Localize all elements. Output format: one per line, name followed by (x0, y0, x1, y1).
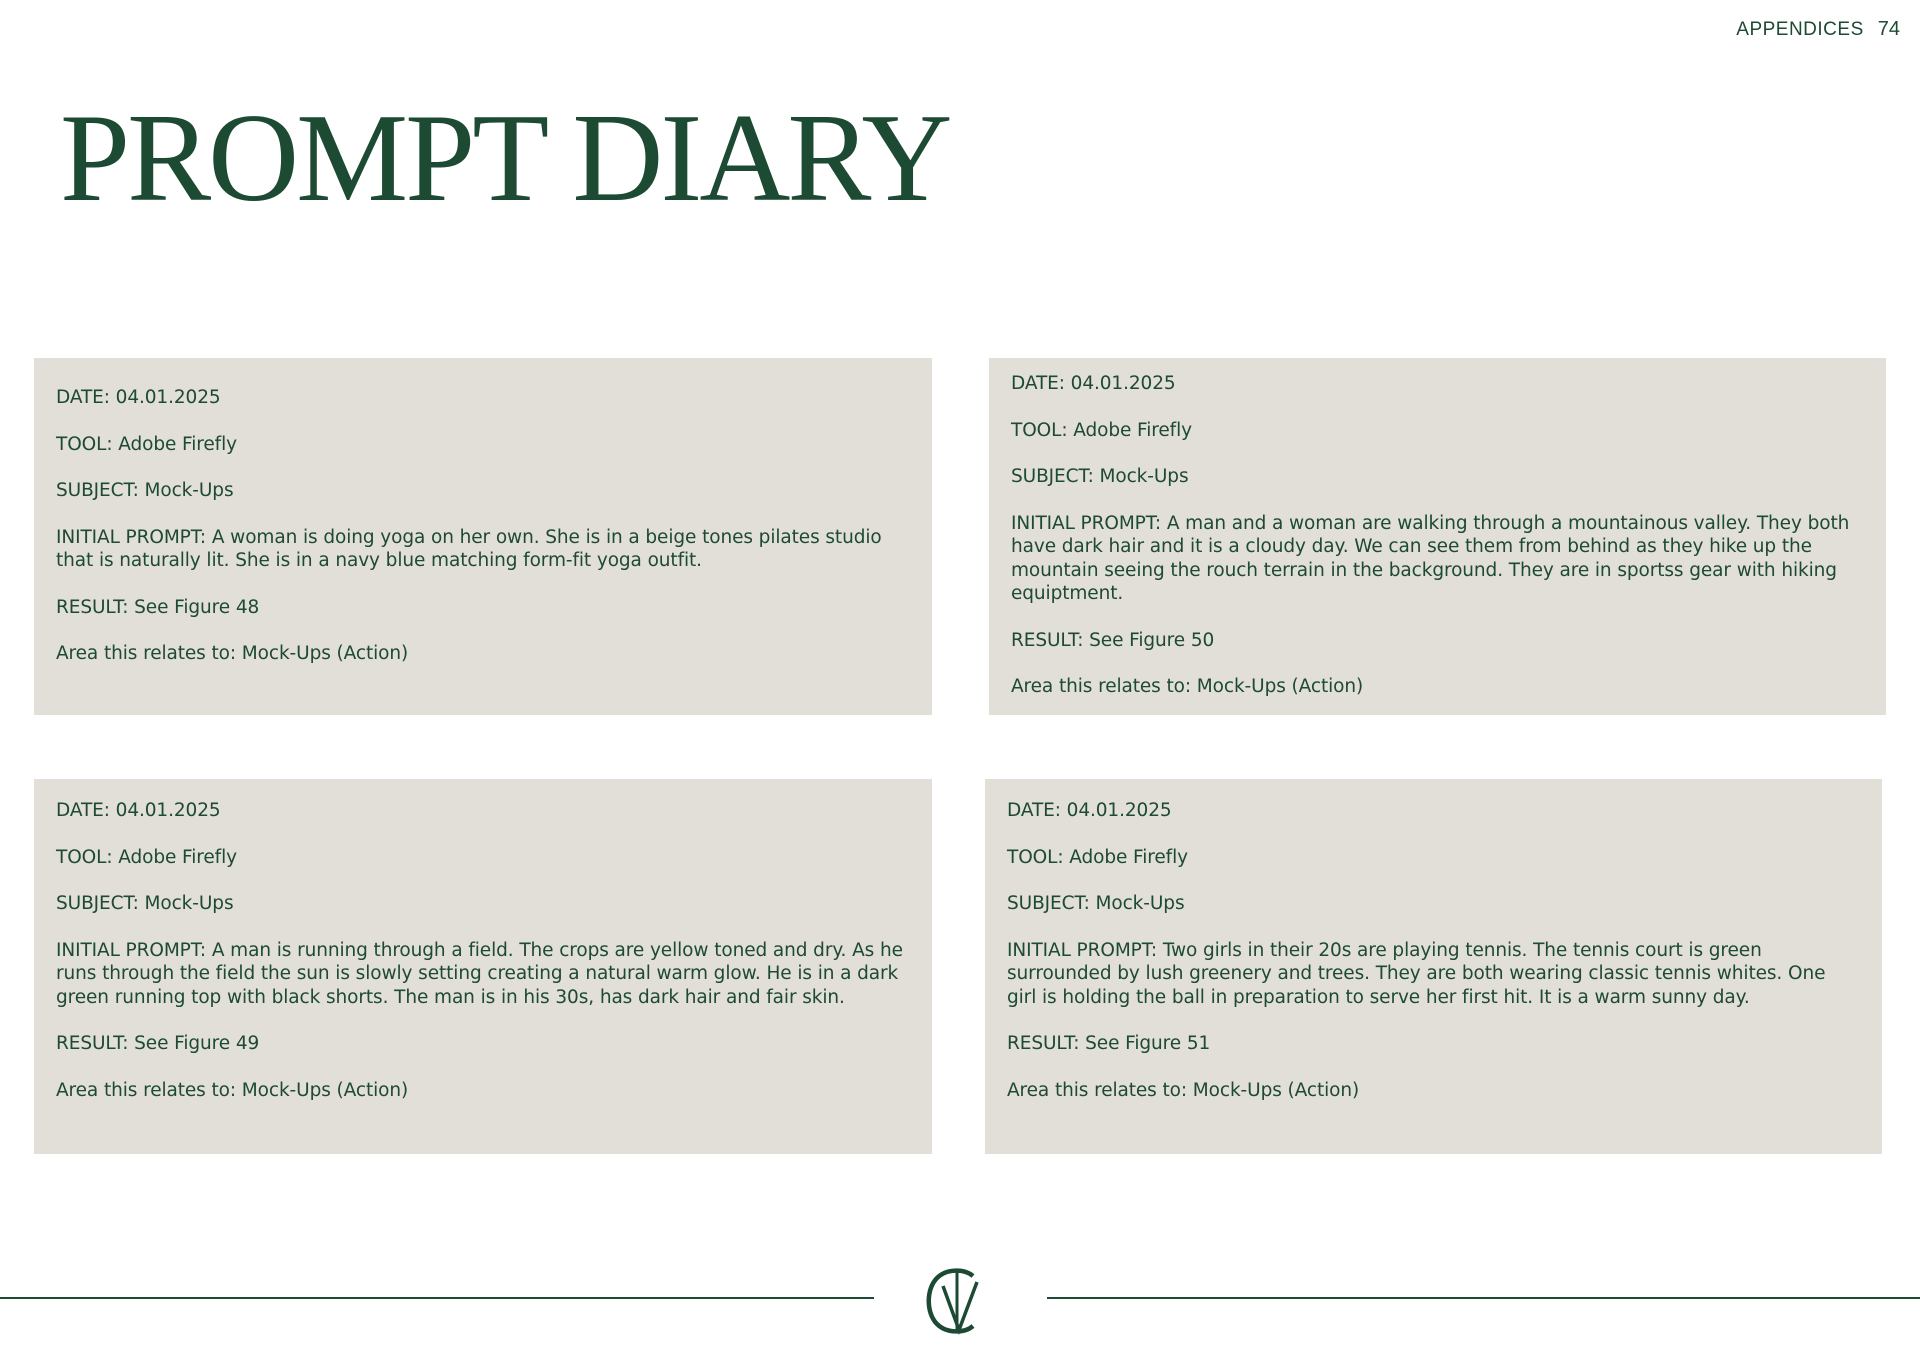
entry-subject: SUBJECT: Mock-Ups (1011, 466, 1189, 487)
page-title: PROMPT DIARY (60, 89, 950, 228)
entry-area: Area this relates to: Mock-Ups (Action) (1011, 676, 1364, 697)
footer-divider-left (0, 1297, 874, 1299)
diary-entry-card (34, 779, 932, 1154)
diary-entry-card (34, 358, 932, 715)
entry-subject: SUBJECT: Mock-Ups (56, 893, 234, 914)
entry-area: Area this relates to: Mock-Ups (Action) (1007, 1079, 1360, 1101)
entry-date: DATE: 04.01.2025 (1011, 373, 1176, 394)
entry-date: DATE: 04.01.2025 (56, 800, 221, 821)
entry-date: DATE: 04.01.2025 (1007, 800, 1172, 821)
footer-divider-right (1047, 1297, 1920, 1299)
entry-prompt: INITIAL PROMPT: A man and a woman are walking through a mountainous valley. They both have dark hair and it is a cloudy day. We can see them from behind as they hike up the mountain seeing the rouch terrain in the background. They are in sportss gear with hiking equiptment. (1011, 512, 1850, 604)
entry-tool: TOOL: Adobe Firefly (1007, 846, 1188, 868)
entry-subject: SUBJECT: Mock-Ups (56, 480, 234, 501)
section-label: APPENDICES (1736, 19, 1864, 40)
entry-result: RESULT: See Figure 50 (1011, 629, 1215, 651)
page-number: 74 (1877, 18, 1900, 40)
page-header (1736, 18, 1900, 41)
entry-result: RESULT: See Figure 48 (56, 596, 260, 618)
entry-subject: SUBJECT: Mock-Ups (1007, 893, 1185, 914)
diary-entry-card (985, 779, 1882, 1154)
entry-area: Area this relates to: Mock-Ups (Action) (56, 643, 409, 664)
entry-prompt: INITIAL PROMPT: A man is running through a field. The crops are yellow toned and dry. As he runs through the field the sun is slowly setting creating a natural warm glow. He is in a dark green running top with black shorts. The man is in his 30s, has dark hair and fair skin. (56, 939, 903, 1008)
entry-prompt: INITIAL PROMPT: Two girls in their 20s are playing tennis. The tennis court is green surrounded by lush greenery and trees. They are both wearing classic tennis whites. One girl is holding the ball in preparation to serve her first hit. It is a warm sunny day. (1007, 939, 1826, 1008)
entry-tool: TOOL: Adobe Firefly (56, 846, 237, 868)
entry-area: Area this relates to: Mock-Ups (Action) (56, 1079, 409, 1101)
entry-tool: TOOL: Adobe Firefly (56, 433, 237, 455)
entry-prompt: INITIAL PROMPT: A woman is doing yoga on her own. She is in a beige tones pilates studio that is naturally lit. She is in a navy blue matching form-fit yoga outfit. (56, 526, 882, 571)
entry-date: DATE: 04.01.2025 (56, 387, 221, 408)
entry-result: RESULT: See Figure 51 (1007, 1033, 1211, 1054)
cv-monogram-icon (921, 1266, 993, 1336)
diary-entry-card (989, 358, 1886, 715)
entry-result: RESULT: See Figure 49 (56, 1033, 260, 1054)
entry-tool: TOOL: Adobe Firefly (1011, 419, 1192, 441)
